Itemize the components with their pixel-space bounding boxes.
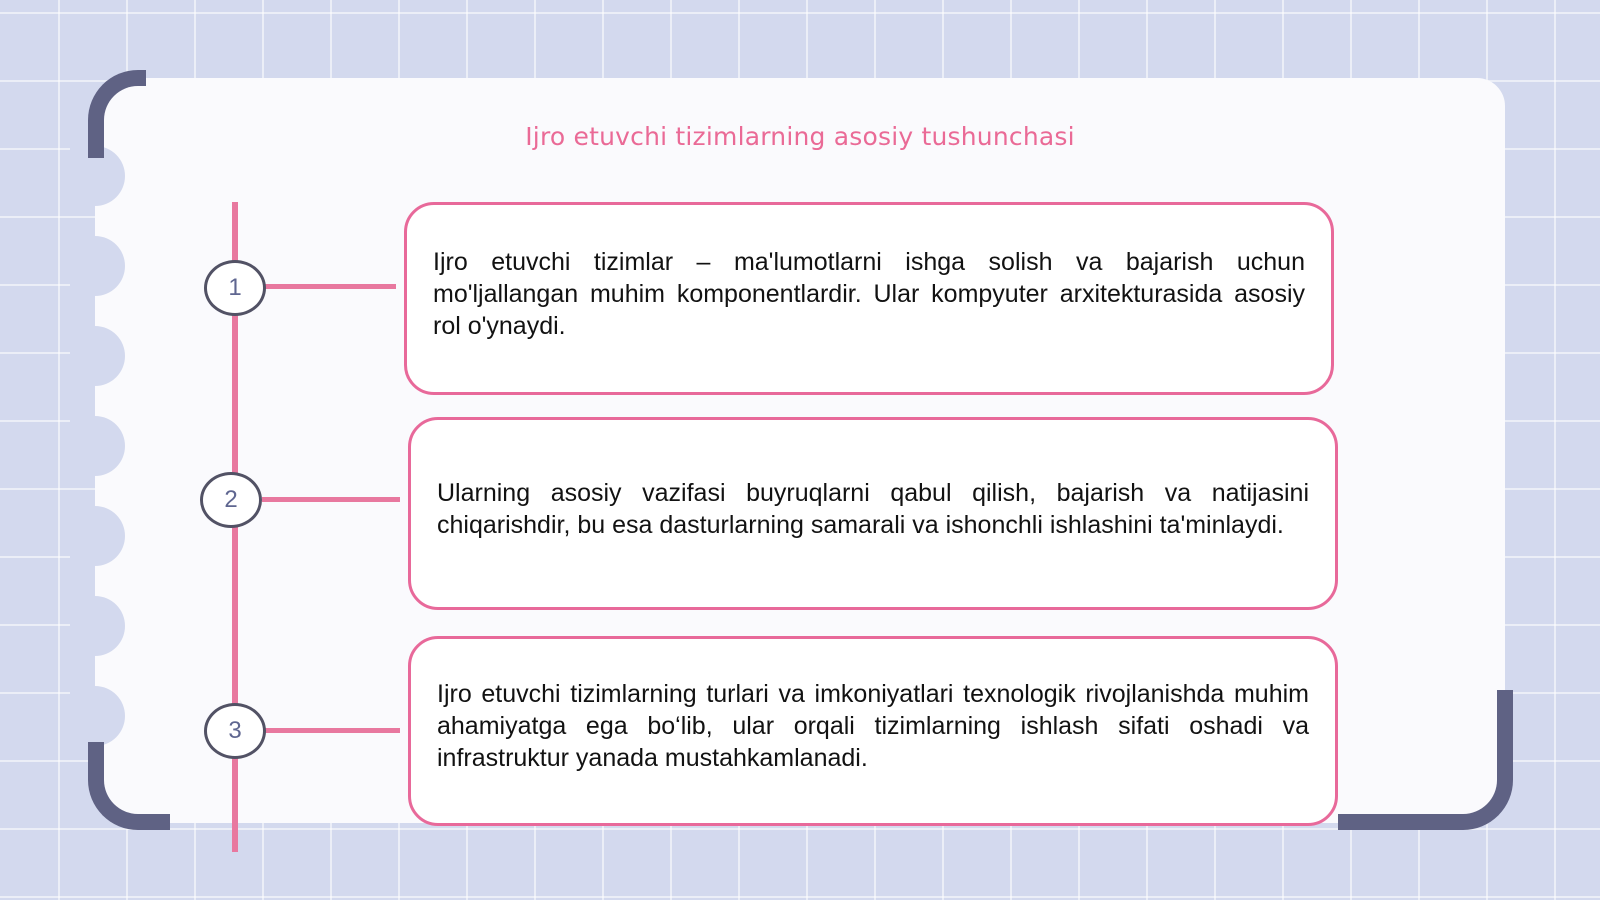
connector-2	[262, 497, 400, 502]
step-text-3: Ijro etuvchi tizimlarning turlari va imkoniyatlari texnologik rivojlanishda muhim ahamiyatga ega bo‘lib, ular orqali tizimlarning ishlash sifati oshadi va infrastruktur yanada mustahkamlanadi.	[437, 680, 1309, 772]
slide-title: Ijro etuvchi tizimlarning asosiy tushunchasi	[525, 122, 1075, 151]
connector-1	[262, 284, 396, 289]
step-box-1	[404, 202, 1334, 395]
step-number-1: 1	[204, 260, 266, 316]
corner-bracket-bottom-left	[88, 742, 170, 830]
step-box-2	[408, 417, 1338, 610]
step-text-2: Ularning asosiy vazifasi buyruqlarni qabul qilish, bajarish va natijasini chiqarishdir, bu esa dasturlarning samarali va ishonchli ishlashini ta'minlaydi.	[437, 478, 1309, 539]
step-number-3: 3	[204, 703, 266, 759]
step-box-3	[408, 636, 1338, 826]
step-number-2: 2	[200, 472, 262, 528]
corner-bracket-bottom-right	[1338, 690, 1513, 830]
step-text-1: Ijro etuvchi tizimlar – ma'lumotlarni ishga solish va bajarish uchun mo'ljallangan muhim komponentlardir. Ular kompyuter arxitekturasida asosiy rol o'ynaydi.	[433, 247, 1305, 340]
connector-3	[262, 728, 400, 733]
